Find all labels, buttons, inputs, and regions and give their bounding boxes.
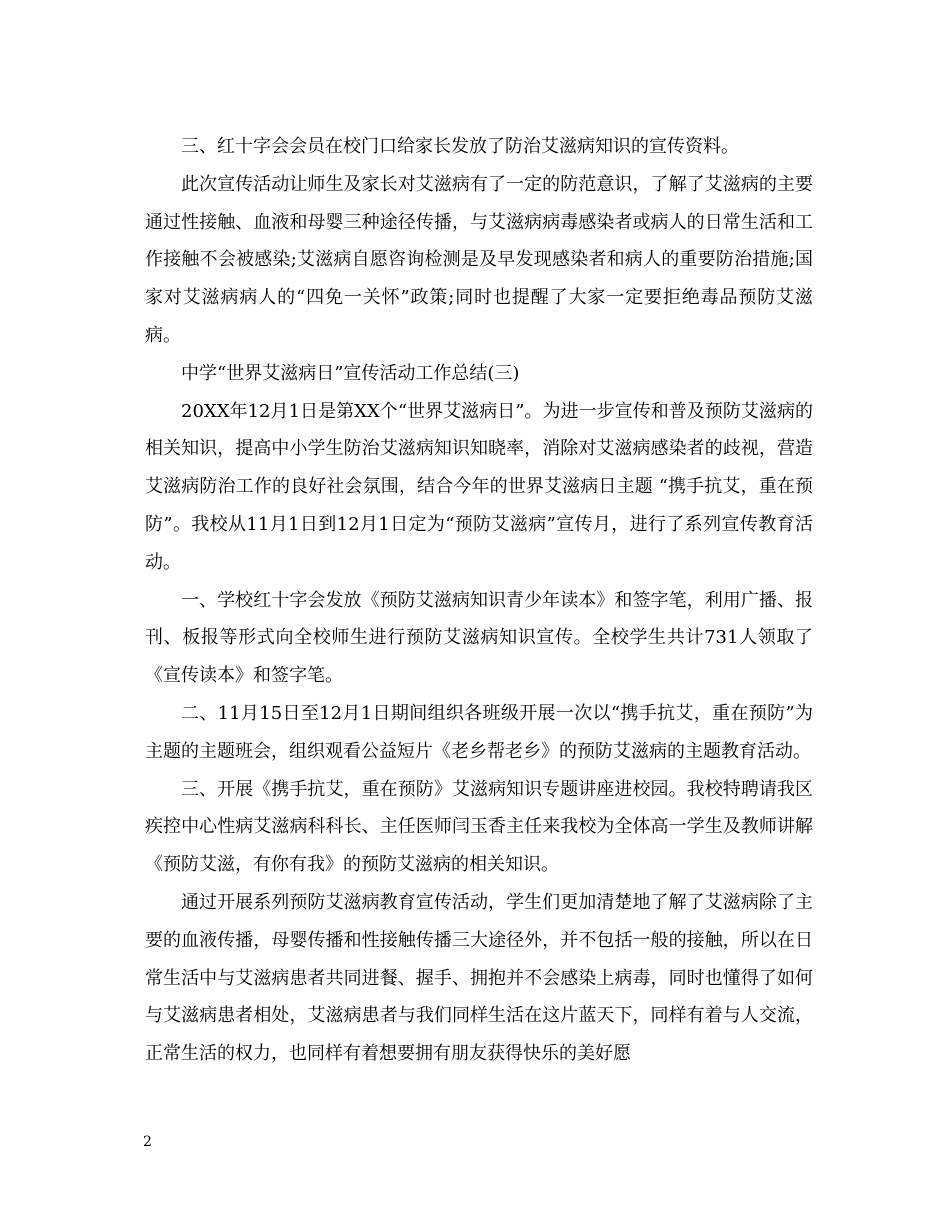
paragraph-red-cross-leaflets: 三、红十字会会员在校门口给家长发放了防治艾滋病知识的宣传资料。	[181, 136, 739, 157]
page-number: 2	[143, 1134, 152, 1150]
paragraph-world-aids-day-intro: 20XX年12月1日是第XX个“世界艾滋病日”。为进一步宣传和普及预防艾滋病的相关知识，提高中小学生防治艾滋病知识知晓率，消除对艾滋病感染者的歧视，营造艾滋病防治工作的良好社会氛围，结合今年的世界艾滋病日主题 “携手抗艾，重在预防”。我校从11月1日到12月1日定为“预防艾滋病”宣传月，进行了系列宣传教育活动。	[145, 400, 813, 573]
paragraph-summary: 通过开展系列预防艾滋病教育宣传活动，学生们更加清楚地了解了艾滋病除了主要的血液传播，母婴传播和性接触传播三大途径外，并不包括一般的接触，所以在日常生活中与艾滋病患者共同进餐、握手、拥抱并不会感染上病毒，同时也懂得了如何与艾滋病患者相处，艾滋病患者与我们同样生活在这片蓝天下，同样有着与人交流，正常生活的权力，也同样有着想要拥有朋友获得快乐的美好愿	[145, 891, 813, 1065]
section-heading: 中学“世界艾滋病日”宣传活动工作总结(三)	[181, 362, 520, 384]
paragraph-item-two: 二、11月15日至12月1日期间组织各班级开展一次以“携手抗艾，重在预防”为主题的主题班会，组织观看公益短片《老乡帮老乡》的预防艾滋病的主题教育活动。	[145, 702, 813, 762]
paragraph-item-three: 三、开展《携手抗艾，重在预防》艾滋病知识专题讲座进校园。我校特聘请我区疾控中心性病艾滋病科科长、主任医师闫玉香主任来我校为全体高一学生及教师讲解《预防艾滋，有你有我》的预防艾滋病的相关知识。	[145, 778, 813, 876]
paragraph-item-one: 一、学校红十字会发放《预防艾滋病知识青少年读本》和签字笔，利用广播、报刊、板报等形式向全校师生进行预防艾滋病知识宣传。全校学生共计731人领取了《宣传读本》和签字笔。	[145, 589, 813, 687]
paragraph-activity-awareness: 此次宣传活动让师生及家长对艾滋病有了一定的防范意识，了解了艾滋病的主要通过性接触、血液和母婴三种途径传播，与艾滋病病毒感染者或病人的日常生活和工作接触不会被感染;艾滋病自愿咨询检测是及早发现感染者和病人的重要防治措施;国家对艾滋病病人的“四免一关怀”政策;同时也提醒了大家一定要拒绝毒品预防艾滋病。	[145, 173, 813, 346]
document-body	[145, 128, 813, 1073]
